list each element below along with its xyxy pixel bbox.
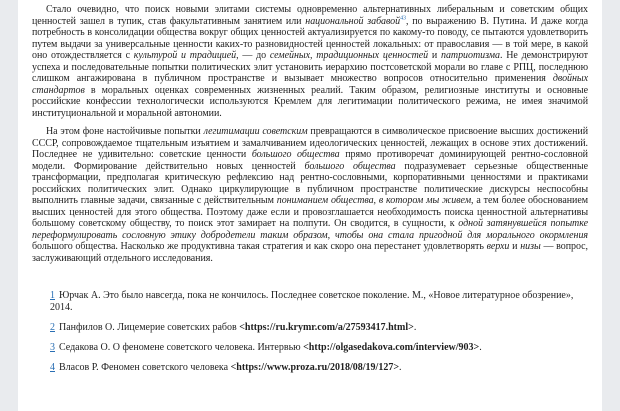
text-run: — вопрос, заслуживающий отдельного исследования.	[32, 241, 588, 264]
footnote-text: Панфилов О. Лицемерие советских рабов	[59, 322, 240, 333]
footnote-item	[32, 322, 588, 334]
footnote-url[interactable]: <https://ru.krymr.com/a/27593417.html>	[239, 322, 414, 333]
footnote-number-link[interactable]: 4	[50, 362, 55, 373]
paragraph	[32, 126, 588, 264]
footnote-item	[32, 362, 588, 374]
emphasized-text: одной затянувшейся попытке переформулировать сословную этику добродетели таким образом, чтобы она стала пригодной для морального окормления	[32, 218, 588, 241]
emphasized-text: семейных, традиционных ценностей	[269, 50, 429, 61]
text-run: и	[509, 241, 521, 252]
text-run: большого общества. Насколько же продуктивна такая стратегия и как скоро она перестанет удовлетворять	[32, 241, 487, 252]
emphasized-text: двойных стандартов	[32, 73, 588, 96]
footnote-item	[32, 290, 588, 314]
footnote-tail: .	[413, 322, 417, 333]
emphasized-text: патриотизма	[441, 50, 500, 61]
emphasized-text: верхи	[486, 241, 510, 252]
footnote-tail: .	[479, 342, 482, 353]
text-run: . Не демонстрируют успеха и последовательные попытки политических элит установить иерархию постсоветской морали во главе с РПЦ, последнюю слишком ангажирована в публичном пространстве и вызывает множество вопросов относительно применения	[32, 50, 589, 84]
footnote-url[interactable]: <http://olgasedakova.com/interview/903>	[303, 342, 480, 353]
footnote-text: Седакова О. О феномене советского человека. Интервью	[59, 342, 304, 353]
document-page	[18, 0, 602, 411]
text-run: и	[428, 50, 442, 61]
footnote-number-link[interactable]: 1	[50, 290, 55, 301]
text-run: прямо противоречат доминирующей рентно-сословной модели. Формирование действительно новых ценностей	[32, 149, 588, 172]
footnote-url[interactable]: <https://www.proza.ru/2018/08/19/127>	[230, 362, 400, 373]
text-run: подразумевает серьезные общественные трансформации, предполагая критическую рефлексию над рентно-сословными, корпоративными ценностями и практиками российских политических элит. Однако циркулирующие в публичном пространстве политические дискурсы неспособны выполнить главные задачи, связанные с действительным	[32, 160, 589, 206]
text-run: в моральных оценках современных жизненных реалий. Таким образом, религиозные институты и основные российские конфессии технологически используются Кремлем для легитимации политического режима, не имея значимой институциональной и моральной автономии.	[32, 84, 588, 119]
emphasized-text: большого общества	[304, 160, 396, 172]
emphasized-text: пониманием общества, в котором мы живем	[276, 195, 472, 206]
emphasized-text: национальной забавой	[305, 15, 401, 27]
paragraph	[32, 4, 588, 119]
text-run: превращаются в символическое присвоение высших достижений СССР, сопровождаемое тщательным изъятием и замалчиванием идеологических ценностей, лежащих в основе этих достижений. Последнее не удивительно: советские ценности	[32, 126, 588, 160]
footnote-tail: .	[399, 362, 402, 373]
emphasized-text: легитимации советским	[203, 126, 308, 137]
text-run: , а тем более обоснованием высших ценностей для этого общества. Поэтому даже если и провозглашается необходимость поиска ценностной альтернативы большому советскому обществу, то поиск этот замирает на полпути. Он сводится, в сущности, к	[32, 195, 589, 229]
emphasized-text: культурой и традицией	[133, 50, 237, 61]
footnote-reference-link[interactable]: 43	[400, 15, 406, 22]
footnote-number-link[interactable]: 2	[50, 322, 55, 333]
body-text	[32, 4, 588, 264]
footnote-text: Власов Р. Феномен советского человека	[59, 362, 231, 373]
footnote-text: Юрчак А. Это было навсегда, пока не кончилось. Последнее советское поколение. М., «Новое литературное обозрение», 2014.	[50, 290, 574, 313]
text-run: , по выражению В. Путина. И даже когда потребность в консолидации общества вокруг общих ценностей актуализируется по какому-то поводу, се пытаются удовлетворить путем выдачи за универсальные ценности каких-то разновидностей ценностей локальных: от православия — в той мере, в какой оно отождествляется с	[32, 15, 588, 61]
text-run: , — до	[236, 50, 270, 61]
text-run: Стало очевидно, что поиск новыми элитами системы одновременно альтернативных либеральным и советским общих ценностей зашел в тупик, став факультативным занятием или	[32, 4, 588, 27]
footnote-number-link[interactable]: 3	[50, 342, 55, 353]
footnote-item	[32, 342, 588, 354]
emphasized-text: большого общества	[251, 149, 340, 160]
text-run: На этом фоне настойчивые попытки	[46, 126, 204, 137]
footnotes	[32, 290, 588, 374]
emphasized-text: низы	[520, 241, 541, 252]
